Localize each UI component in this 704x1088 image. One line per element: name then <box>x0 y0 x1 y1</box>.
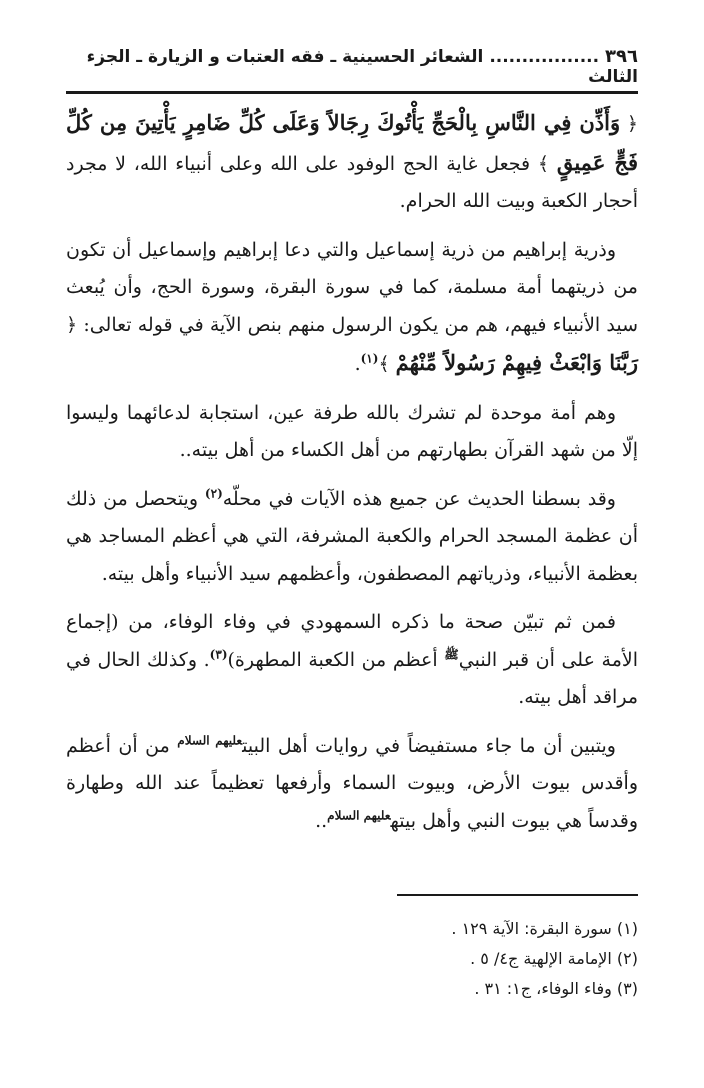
paragraph-text-mid: من أن أعظم وأقدس بيوت الأرض، وبيوت السماء وأرفعها تعظيماً عند الله وطهارة وقدساً هي بيوت النبي وأهل بيته <box>66 734 638 832</box>
paragraph-text-before: ويتبين أن ما جاء مستفيضاً في روايات أهل البيت <box>242 734 616 757</box>
paragraph-text-mid: أعظم من الكعبة المطهرة) <box>227 648 445 671</box>
paragraph-5 <box>66 604 638 717</box>
honorific-glyph: عليهم السلام <box>177 733 243 748</box>
footnote-ref-2[interactable]: (٢) <box>204 486 223 501</box>
footnote-2: (٢) الإمامة الإلهية ج٤/ ٥ . <box>470 949 638 968</box>
header-title: الشعائر الحسينية ـ فقه العتبات و الزيارة ـ الجزء الثالث <box>86 47 638 87</box>
paragraph-text: وهم أمة موحدة لم تشرك بالله طرفة عين، استجابة لدعائهما وليسوا إلّا من شهد القرآن بطهارتهم من أهل الكساء من أهل بيته.. <box>66 401 638 461</box>
paragraph-text-after: ويتحصل من ذلك أن عظمة المسجد الحرام والكعبة المشرفة، التي هي أعظم المساجد هي بعظمة الأنبياء، وذرياتهم المصطفون، وأعظمهم سيد الأنبياء وأهل بيته. <box>66 487 638 585</box>
running-header <box>66 46 638 94</box>
main-text <box>66 104 638 851</box>
honorific-glyph: ﷺ <box>444 647 459 662</box>
footnote-1: (١) سورة البقرة: الآية ١٢٩ . <box>451 919 638 938</box>
quran-verse: وَأَذِّن فِي النَّاسِ بِالْحَجِّ يَأْتُوكَ رِجَالاً وَعَلَى كُلِّ ضَامِرٍ يَأْتِينَ مِن كُلِّ فَجٍّ عَمِيقٍ <box>66 110 639 175</box>
paragraph-4 <box>66 481 638 594</box>
header-title-group <box>66 46 638 87</box>
paragraph-text-after: . وكذلك الحال في مراقد أهل بيته. <box>66 648 638 708</box>
quran-open-bracket: ﴿ <box>66 313 78 336</box>
paragraph-2 <box>66 232 638 384</box>
footnote-3: (٣) وفاء الوفاء، ج١: ٣١ . <box>474 979 638 998</box>
footnote-separator <box>397 894 638 896</box>
footnotes <box>218 914 638 1004</box>
paragraph-text-before: وقد بسطنا الحديث عن جميع هذه الآيات في محلّه <box>222 487 616 510</box>
paragraph-text-before: فمن ثم تبيّن صحة ما ذكره السمهودي في وفاء الوفاء، من (إجماع الأمة على أن قبر النبي <box>66 611 638 671</box>
quran-verse: رَبَّنَا وَابْعَثْ فِيهِمْ رَسُولاً مِّنْهُمْ <box>395 350 638 375</box>
quran-open-bracket: ﴿ <box>626 113 639 135</box>
paragraph-text: فجعل غاية الحج الوفود على الله وعلى أنبياء الله، لا مجرد أحجار الكعبة وبيت الله الحرام. <box>66 152 638 212</box>
paragraph-text-after: .. <box>315 809 328 832</box>
quran-close-bracket: ﴾ <box>537 152 550 175</box>
paragraph-1 <box>66 104 638 221</box>
paragraph-6 <box>66 728 638 841</box>
header-dots: ................. <box>489 47 600 67</box>
quran-close-bracket: ﴾ <box>378 353 390 375</box>
footnote-ref-3[interactable]: (٣) <box>209 647 228 662</box>
page-number: ٣٩٦ <box>605 46 638 67</box>
footnote-ref-1[interactable]: (١) <box>360 351 379 366</box>
paragraph-text: وذرية إبراهيم من ذرية إسماعيل والتي دعا إبراهيم وإسماعيل أن تكون من ذريتهما أمة مسلمة، كما في سورة البقرة، وسورة الحج، وأن يُبعث سيد الأنبياء فيهم، هم من يكون الرسول منهم بنص الآية في قوله تعالى: <box>66 238 638 336</box>
paragraph-3 <box>66 395 638 470</box>
sentence-end: . <box>354 353 361 375</box>
honorific-glyph: عليهم السلام <box>327 808 391 823</box>
